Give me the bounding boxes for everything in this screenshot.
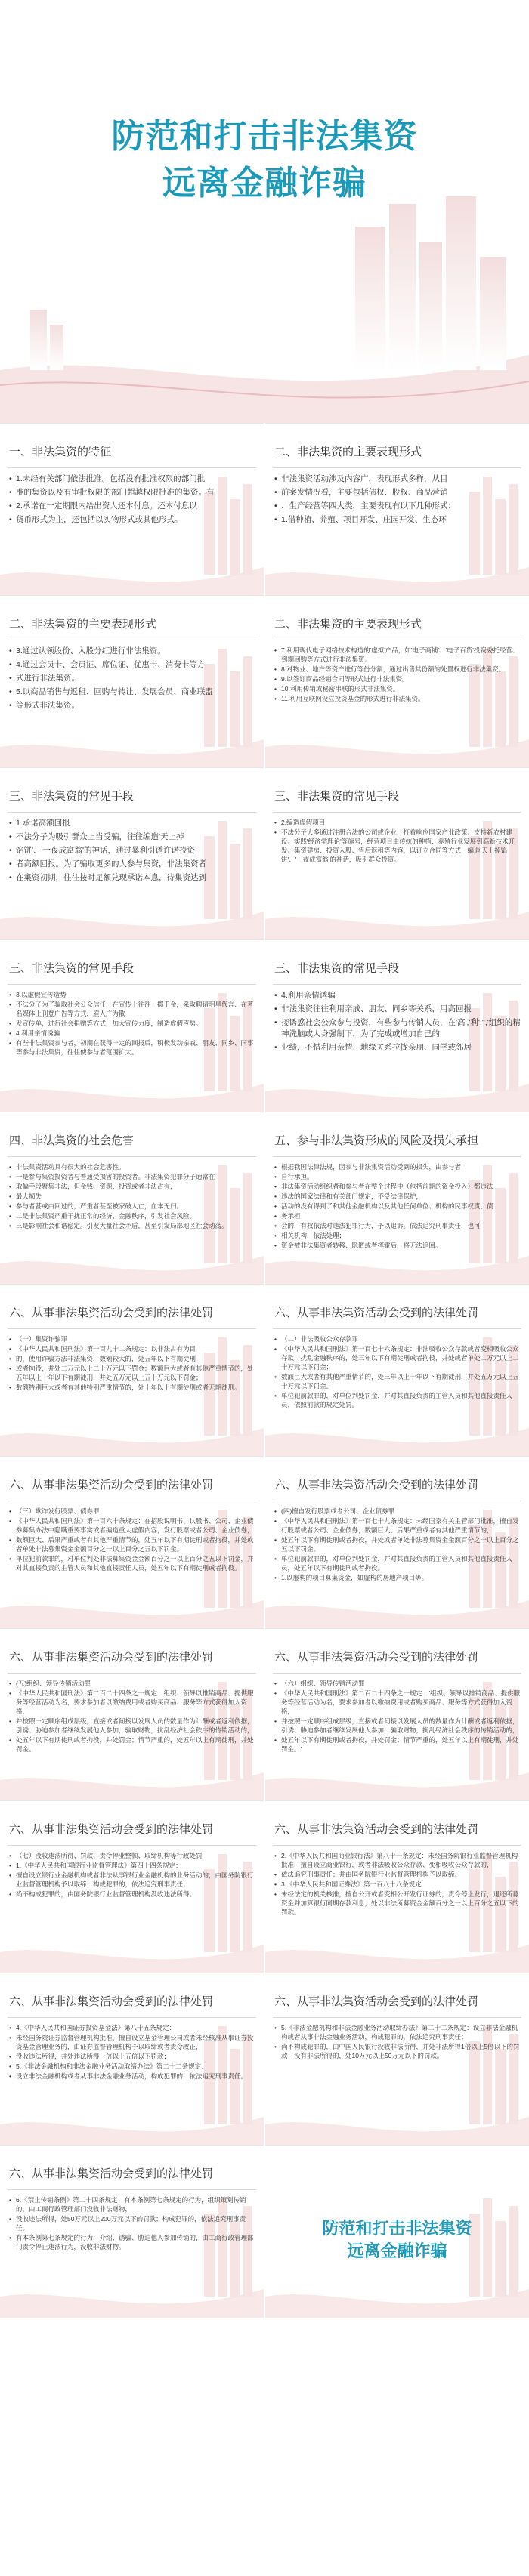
slide-title: 四、非法集资的社会危害 <box>9 1134 135 1147</box>
bullet-item: • 没收违法所得，处50万元以上200万元以下的罚款；构成犯罪的，依法追究刑事责任。 <box>9 2214 256 2232</box>
bullet-item: • 三是影响社会和谐稳定。引发大量社会矛盾，甚至引发局部地区社会动荡。 <box>9 1221 256 1230</box>
slide-title: 三、非法集资的常见手段 <box>9 789 135 803</box>
bullet-item: • 《中华人民共和国刑法》第二百二十四条之一规定：'组织、领导以推销商品、提供服务等经营活动为名，要求参加者以缴纳费用或者购买商品、服务等方式获得加入资格， <box>274 1689 521 1716</box>
bullet-item: • 1.《中华人民共和国银行业监督管理法》第四十四条规定： <box>9 1861 256 1870</box>
bullet-item: • 业绩，不惜利用亲情、地缘关系拉拢亲朋、同学或邻居 <box>274 1042 521 1054</box>
title-divider <box>8 2189 256 2190</box>
bullet-item: • （一）集资诈骗罪 <box>9 1334 256 1344</box>
title-divider <box>8 812 256 813</box>
bullet-list <box>274 646 521 704</box>
bullet-item: • 的，使用诈骗方法非法集资，数额较大的，处五年以下有期徒刑 <box>9 1354 256 1363</box>
bullet-item: • 1.借种植、养殖、项目开发、庄园开发、生态环 <box>274 514 521 526</box>
bullet-item: • 《中华人民共和国刑法》第一百七十六条规定：非法吸收公众存款或者变相吸收公众存款，扰乱金融秩序的，处三年以下有期徒刑或者拘役，并处或者单处二万元以上二十万元以下罚金； <box>274 1344 521 1371</box>
title-divider <box>273 2017 521 2018</box>
bullet-item: • 发宣传单，进行社会捐赠等方式，加大宣传力度，制造虚假声势。 <box>9 1019 256 1028</box>
bullet-item: • 3.通过认领股份、入股分红进行非法集资。 <box>9 646 256 657</box>
slide-thumbnail[interactable] <box>265 767 529 940</box>
bullet-item: • 4.利用亲情诱骗 <box>274 990 521 1001</box>
bullet-item: • 未经法定的机关核准，擅自公开或者变相公开发行证券的，责令停止发行，退还所募资金并加算银行同期存款利息，处以非法所募资金金额百分之一以上百分之五以下的罚款。 <box>274 1890 521 1917</box>
bullet-item: • 5.以商品销售与返租、回购与转让、发展会员、商业联盟 <box>9 686 256 698</box>
bullet-item: • 尚不构成犯罪的，由国务院银行业监督管理机构没收违法所得。 <box>9 1890 256 1899</box>
bullet-list <box>9 474 256 528</box>
title-divider <box>273 467 521 468</box>
bullet-item: • （三）欺诈发行股票、债券罪 <box>9 1507 256 1516</box>
city-skyline-image <box>0 196 529 423</box>
closing-title-line2: 远离金融诈骗 <box>347 2242 447 2261</box>
bullet-list <box>274 990 521 1056</box>
bullet-item: • 数额巨大或者有其他严重情节的，处三年以上十年以下有期徒刑，并处五万元以上五十万元以下罚金。 <box>274 1372 521 1390</box>
bullet-item: • 处五年以下有期徒刑或者拘役，并处罚金；情节严重的，处五年以上有期徒刑，并处罚金。 <box>9 1735 256 1754</box>
slide-title: 六、从事非法集资活动会受到的法律处罚 <box>9 1650 214 1664</box>
bullet-item: • 根据我国法律法规，因参与非法集资活动受到的损失，由参与者 <box>274 1162 521 1171</box>
bullet-item: • 没收违法所得，并处违法所得一倍以上五倍以下罚款； <box>9 2052 256 2061</box>
bullet-list <box>9 2195 256 2252</box>
cover-title-line2: 远离金融诈骗 <box>162 164 367 202</box>
bullet-item: • 非法集资活动涉及内容广，表现形式多样，从目 <box>274 474 521 485</box>
slide-title: 六、从事非法集资活动会受到的法律处罚 <box>274 1822 479 1836</box>
bullet-list <box>9 1507 256 1573</box>
bullet-item: • 非法集资往往利用亲戚、朋友、同乡等关系，用高回报 <box>274 1004 521 1015</box>
bullet-list <box>274 818 521 865</box>
bullet-item: • 10.利用传销或秘密串联的形式非法集资。 <box>274 684 521 693</box>
title-divider <box>273 1845 521 1846</box>
bullet-item: • 2.《中华人民共和国商业银行法》第八十一条规定：未经国务院银行业监督管理机构批准，擅自设立商业银行，或者非法吸收公众存款、变相吸收公众存款的， <box>274 1851 521 1869</box>
cover-title-line1: 防范和打击非法集资 <box>111 117 418 156</box>
title-divider <box>273 984 521 985</box>
bullet-item: • 务承担 <box>274 1211 521 1220</box>
slide-thumbnail[interactable] <box>0 1284 264 1457</box>
bullet-item: • 、生产经营等四大类，主要表现有以下几种形式： <box>274 501 521 512</box>
slide-title: 六、从事非法集资活动会受到的法律处罚 <box>274 1306 479 1319</box>
bullet-list <box>274 1162 521 1251</box>
slide-thumbnail[interactable] <box>265 1628 529 1801</box>
slide-thumbnail[interactable] <box>0 1628 264 1801</box>
bullet-item: • 二是非法集资严重干扰正常的经济、金融秩序，引发社会风险。 <box>9 1211 256 1220</box>
bullet-item: • 1.以虚构的项目募集资金，如虚构的房地产项目等。 <box>274 1573 521 1582</box>
slide-title: 三、非法集资的常见手段 <box>274 961 400 975</box>
bullet-item: • 有些非法集资参与者，初期在获得一定的回报后，积极发动亲戚、朋友、同乡、同事等参与非法集资，往往使参与者范围扩大。 <box>9 1038 256 1057</box>
title-divider <box>8 984 256 985</box>
slide-thumbnail[interactable] <box>0 595 264 768</box>
bullet-item: • 并按照一定顺序组成层级，直接或者间接以发展人员的数量作为计酬或者返利依据，引诱、胁迫参加者继续发展他人参加，骗取财物，扰乱经济社会秩序的传销活动的， <box>9 1717 256 1735</box>
bullet-item: • 9.以签订商品经销合同等形式进行非法集资。 <box>274 674 521 683</box>
title-divider <box>273 1328 521 1329</box>
bullet-item: • 会的，有权依法对违法犯罪行为，予以追诉。依法追究刑事责任，也可 <box>274 1221 521 1230</box>
bullet-item: • 一是参与集资投资者与普通受损害的投资者。非法集资犯罪分子通常在 <box>9 1172 256 1181</box>
bullet-list <box>274 1334 521 1410</box>
title-divider <box>273 1673 521 1674</box>
bullet-item: • 《中华人民共和国刑法》第一百七十九条规定：未经国家有关主管部门批准，擅自发行股票或者公司、企业债券，数额巨大、后果严重或者有其他严重情节的， <box>274 1516 521 1535</box>
title-divider <box>8 1328 256 1329</box>
slide-title: 六、从事非法集资活动会受到的法律处罚 <box>9 2167 214 2180</box>
bullet-item: • 不法分子为吸引群众上当受骗，往往编造'天上掉 <box>9 831 256 843</box>
bullet-item: • （二）非法吸收公众存款罪 <box>274 1334 521 1344</box>
slide-title: 六、从事非法集资活动会受到的法律处罚 <box>9 1822 214 1836</box>
slide-thumbnail[interactable] <box>265 1973 529 2146</box>
slide-thumbnail[interactable] <box>265 1456 529 1629</box>
slide-thumbnail[interactable] <box>0 767 264 940</box>
closing-title <box>265 2218 529 2263</box>
bullet-item: • 《中华人民共和国刑法》第一百九十二条规定：以非法占有为目 <box>9 1344 256 1353</box>
bullet-list <box>9 818 256 886</box>
bullet-item: • 单位犯前款罪的，对单位判处罚金，并对其直接负责的主管人员和其他直接责任人员，依照前款的规定处罚。 <box>274 1391 521 1409</box>
bullet-item: • 最大损失 <box>9 1192 256 1201</box>
bullet-item: • 活动的没有得到了和其他金融机构以及其他任何单位、机构的民事权责、债 <box>274 1202 521 1211</box>
slide-thumbnail[interactable] <box>265 939 529 1112</box>
slide-thumbnail[interactable] <box>265 1284 529 1457</box>
slide-thumbnail[interactable] <box>265 1112 529 1285</box>
title-divider <box>8 1845 256 1846</box>
bullet-item: • 违法的国家法律和有关部门规定，不受法律保护， <box>274 1192 521 1201</box>
bullet-item: • 并按照一定顺序组成层级，直接或者间接以发展人员的数量作为计酬或者返利依据，引诱、胁迫参加者继续发展他人参加，骗取财物，扰乱经济社会秩序的传销活动的， <box>274 1717 521 1735</box>
bullet-item: • 3.《中华人民共和国证券法》第一百八十八条规定： <box>274 1880 521 1889</box>
cover-title <box>0 113 529 207</box>
bullet-item: • 4.通过会员卡、会员证、席位证、优惠卡、消费卡等方 <box>9 659 256 671</box>
bullet-item: • 参与者甚或由回过的，严重者甚至被家破人亡，血本无归。 <box>9 1202 256 1211</box>
slide-title: 一、非法集资的特征 <box>9 445 112 458</box>
bullet-item: • 设立非法金融机构或者从事非法金融业务活动，构成犯罪的，依法追究刑事责任。 <box>9 2072 256 2081</box>
bullet-item: • 《中华人民共和国刑法》第一百六十条规定：在招股说明书、认股书、公司、企业债券募集办法中隐瞒重要事实或者编造重大虚假内容，发行股票或者公司、企业债券， <box>9 1516 256 1535</box>
slide-title: 六、从事非法集资活动会受到的法律处罚 <box>274 1650 479 1664</box>
bullet-item: • 或者拘役，并处二万元以上二十万元以下罚金；数额巨大或者有其他严重情节的，处五年以上十年以下有期徒刑，并处五万元以上五十万元以下罚金； <box>9 1364 256 1382</box>
slide-title: 五、参与非法集资形成的风险及损失承担 <box>274 1134 479 1147</box>
bullet-item: • 货币形式为主，还包括以实物形式或其他形式。 <box>9 514 256 526</box>
bullet-item: • 5.《非法金融机构和非法金融业务活动取缔办法》第二十二条规定： <box>9 2062 256 2071</box>
bullet-list <box>9 646 256 714</box>
bullet-item: • 前案发情况看，主要包括债权、股权、商品营销 <box>274 487 521 498</box>
bullet-item: • 在集资初期，往往按时足额兑现承诺本息，待集资达到 <box>9 872 256 884</box>
bullet-item: • 非法集资活动组织者和参与者在整个过程中（包括前期的资金投入）都违法 <box>274 1182 521 1191</box>
bullet-item: • 处五年以下有期徒刑或者拘役，并处罚金；情节严重的，处五年以上有期徒刑，并处罚金。' <box>274 1735 521 1754</box>
slide-thumbnail[interactable] <box>265 595 529 768</box>
title-divider <box>8 467 256 468</box>
bullet-item: • （六）组织、领导传销活动罪 <box>274 1679 521 1688</box>
slide-thumbnail[interactable] <box>0 1973 264 2146</box>
bullet-list <box>9 1334 256 1393</box>
bullet-item: • 未经国务院证券监督管理机构批准，擅自设立基金管理公司或者未经核准从事证券投资基金管理业务的，由证券监督管理机构予以取缔或者责令改正， <box>9 2033 256 2051</box>
bullet-list <box>274 1507 521 1583</box>
bullet-item: • (五)组织、领导传销活动罪 <box>9 1679 256 1688</box>
slide-title: 六、从事非法集资活动会受到的法律处罚 <box>9 1994 214 2008</box>
bullet-item: • 处五年以下有期徒刑或者拘役，并处或者单处非法募集资金金额百分之一以上百分之五以下罚金。 <box>274 1535 521 1553</box>
bullet-item: • 4.利用亲情诱骗 <box>9 1029 256 1038</box>
bullet-item: • 1.未经有关部门依法批准。包括没有批准权限的部门批 <box>9 474 256 485</box>
slide-thumbnail[interactable] <box>265 1800 529 1973</box>
bullet-item: • 接诱惑社会公众参与投资，有些参与传销人员，在'高','利','','组织的精神洗脑或人身强制下，为了完成或增加自己的 <box>274 1017 521 1040</box>
closing-slide[interactable] <box>265 2145 529 2318</box>
bullet-item: • 2.编造虚假项目 <box>274 818 521 827</box>
slide-title: 二、非法集资的主要表现形式 <box>274 445 422 458</box>
bullet-list <box>274 474 521 528</box>
cover-slide <box>0 0 529 423</box>
bullet-item: • 单位犯前款罪的，对单位判处非法募集资金金额百分之一以上百分之五以下罚金，并对其直接负责的主管人员和其他直接责任人员，处五年以下有期徒刑或者拘役。 <box>9 1554 256 1572</box>
bullet-item: • 数额特别巨大或者有其他特别严重情节的，处十年以上有期徒刑或者无期徒刑。 <box>9 1383 256 1392</box>
bullet-list <box>274 1851 521 1917</box>
title-divider <box>273 1156 521 1157</box>
slide-thumbnail[interactable] <box>265 423 529 596</box>
slide-title: 六、从事非法集资活动会受到的法律处罚 <box>9 1478 214 1492</box>
bullet-item: • 不法分子大多通过注册合法的公司或企业，打着响应国家产业政策、支持新农村建设、实践'经济学理论'等旗号，经营项目由传统的种植、养殖行业发展到高新技术开发、集资建房、投资入股、售后返租等内容，以订立合同等方式，编造'天上掉馅饼'、'一夜成富翁'的神话，吸引群众投资。 <box>274 828 521 864</box>
bullet-item: • 式进行非法集资。 <box>9 673 256 684</box>
bullet-item: • 准的集资以及有审批权限的部门超越权限批准的集资。有 <box>9 487 256 498</box>
bullet-item: • 8.对物业、地产等资产进行等份分割，通过出售其份额的处置权进行非法集资。 <box>274 665 521 674</box>
bullet-list <box>9 1162 256 1231</box>
bullet-item: • 依法追究刑事责任；并由国务院银行业监督管理机构予以取缔。 <box>274 1870 521 1879</box>
title-divider <box>273 812 521 813</box>
bullet-list <box>9 1679 256 1754</box>
slide-thumbnail[interactable] <box>0 939 264 1112</box>
bullet-item: • 6.《禁止传销条例》第二十四条规定：有本条例第七条规定的行为，组织策划传销的，由工商行政管理部门没收非法财物， <box>9 2195 256 2214</box>
bullet-item: • 1.承诺高额回报 <box>9 818 256 829</box>
bullet-list <box>274 1679 521 1754</box>
bullet-item: • 有本条例第七条规定的行为，介绍、诱骗、胁迫他人参加传销的，由工商行政管理部门责令停止违法行为，没收非法财物。 <box>9 2233 256 2251</box>
slide-title: 六、从事非法集资活动会受到的法律处罚 <box>274 1994 479 2008</box>
bullet-item: • 者高额回报。为了骗取更多的人参与集资，非法集资者 <box>9 859 256 870</box>
bullet-item: • 单位犯前款罪的，对单位判处罚金，并对其直接负责的主管人员和其他直接责任人员，处五年以下有期徒刑或者拘役。 <box>274 1554 521 1572</box>
bullet-item: • 相关机构，依法处理； <box>274 1231 521 1240</box>
bullet-item: • 自行承担。 <box>274 1172 521 1181</box>
bullet-item: • 擅自设立银行业金融机构或者非法从事银行业金融机构的业务活动的，由国务院银行业监督管理机构予以取缔；构成犯罪的，依法追究刑事责任； <box>9 1871 256 1889</box>
title-divider <box>8 1156 256 1157</box>
slide-title: 二、非法集资的主要表现形式 <box>9 617 157 631</box>
slide-thumbnail[interactable] <box>0 1456 264 1629</box>
title-divider <box>8 1673 256 1674</box>
bullet-item: • 不法分子为了骗取社会公众信任，在宣传上往往一掷千金，采取聘请明星代言、在著名媒体上刊登广告等方式，雇人广为散 <box>9 1000 256 1018</box>
bullet-list <box>9 2023 256 2081</box>
bullet-item: • 5.《非法金融机构和非法金融业务活动取缔办法》第二十二条规定：设立非法金融机构或者从事非法金融业务活动，构成犯罪的，依法追究刑事责任； <box>274 2023 521 2041</box>
bullet-item: • 等形式非法集资。 <box>9 700 256 711</box>
slide-thumbnail[interactable] <box>0 1112 264 1285</box>
slide-title: 六、从事非法集资活动会受到的法律处罚 <box>274 1478 479 1492</box>
bullet-item: • 数额巨大、后果严重或者有其他严重情节的，处五年以下有期徒刑或者拘役，并处或者单处非法募集资金金额百分之一以上百分之五以下罚金。 <box>9 1535 256 1553</box>
bullet-item: • 7.利用现代电子网络技术构造的'虚拟'产品，如'电子商铺'、'电子百货'投资委托经营、到期回购等方式进行非法集资。 <box>274 646 521 664</box>
bullet-item: • 11.利用互联网设立投资基金的形式进行非法集资。 <box>274 694 521 703</box>
closing-title-line1: 防范和打击非法集资 <box>322 2220 472 2238</box>
slide-thumbnail[interactable] <box>0 423 264 596</box>
slide-thumbnail[interactable] <box>0 2145 264 2318</box>
slide-thumbnail[interactable] <box>0 1800 264 1973</box>
bullet-item: • 3.以虚假宣传造势 <box>9 990 256 999</box>
bullet-list <box>9 990 256 1057</box>
bullet-item: • 馅饼'、'一夜成富翁'的神话，通过暴利引诱许诺投资 <box>9 845 256 856</box>
slide-title: 六、从事非法集资活动会受到的法律处罚 <box>9 1306 214 1319</box>
bullet-list <box>9 1851 256 1899</box>
bullet-list <box>274 2023 521 2061</box>
bullet-item: • 《中华人民共和国刑法》第二百二十四条之一规定：组织、领导以推销商品、提供服务等经营活动为名，要求参加者以缴纳费用或者购买商品、服务等方式获得加入资格， <box>9 1689 256 1716</box>
bullet-item: • (四)擅自发行股票或者公司、企业债券罪 <box>274 1507 521 1516</box>
bullet-item: • （七）没收违法所得、罚款、责令停业整顿、取缔机构等行政处罚 <box>9 1851 256 1860</box>
bullet-item: • 取偏手段聚集非法，但金钱、资源、投资或者非法占有， <box>9 1182 256 1191</box>
title-divider <box>8 2017 256 2018</box>
bullet-item: • 尚不构成犯罪的，由中国人民银行没收非法所得，并处非法所得1倍以上5倍以下的罚款；没有非法所得的，处10万元以上50万元以下的罚款。 <box>274 2042 521 2060</box>
bullet-item: • 4.《中华人民共和国证券投资基金法》第八十五条规定： <box>9 2023 256 2032</box>
slide-title: 二、非法集资的主要表现形式 <box>274 617 422 631</box>
slide-title: 三、非法集资的常见手段 <box>274 789 400 803</box>
bullet-item: • 资金被非法集资者转移、隐匿或者挥霍后，将无法追回。 <box>274 1241 521 1250</box>
bullet-item: • 2.承诺在一定期限内给出资人还本付息。还本付息以 <box>9 501 256 512</box>
bullet-item: • 非法集资活动具有很大的社会危害性。 <box>9 1162 256 1171</box>
slide-title: 三、非法集资的常见手段 <box>9 961 135 975</box>
